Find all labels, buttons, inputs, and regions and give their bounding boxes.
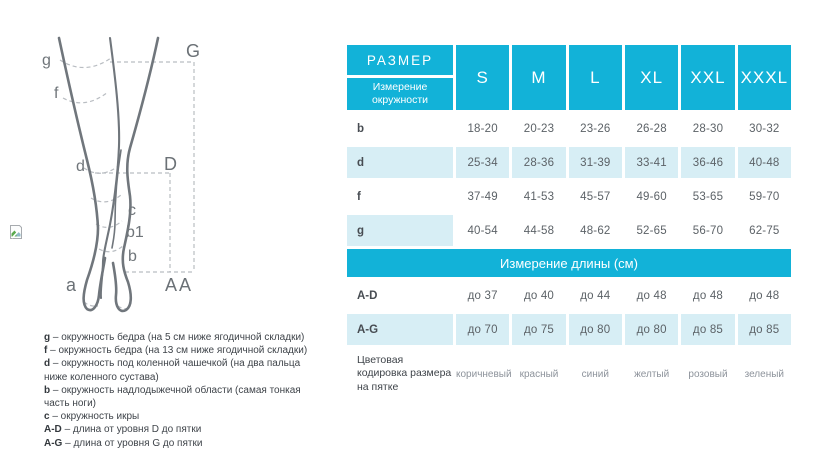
cell-value: 25-34 <box>456 147 509 178</box>
cell-value: 53-65 <box>692 190 724 203</box>
legend-text: – длина от уровня D до пятки <box>64 424 202 436</box>
diagram-label-f: f <box>54 85 59 102</box>
cell-value: до 85 <box>681 314 734 345</box>
legend-text: – окружность надлодыжечной области (самая тонкая часть ноги) <box>44 384 301 409</box>
broken-image-icon <box>8 224 24 240</box>
length-band-title: Измерение длины (см) <box>347 249 791 277</box>
cell-value: 31-39 <box>569 147 622 178</box>
legend-item-ag <box>44 437 320 450</box>
diagram-label-b1: b1 <box>126 224 144 241</box>
size-table <box>344 42 794 403</box>
diagram-label-g: g <box>42 52 51 69</box>
cell-value: 28-36 <box>512 147 565 178</box>
diagram-label-d: d <box>76 158 85 175</box>
color-name: коричневый <box>456 368 512 380</box>
table-row-b <box>347 113 791 144</box>
cell-value: 56-70 <box>681 215 734 246</box>
cell-value: 23-26 <box>580 122 611 135</box>
measurement-legend <box>44 331 320 450</box>
legend-key: A-G <box>44 437 63 449</box>
legend-item-f <box>44 344 320 357</box>
cell-value: 28-30 <box>692 122 724 135</box>
legend-item-d <box>44 357 320 383</box>
row-label: d <box>347 147 453 178</box>
leg-measurement-diagram <box>18 8 238 330</box>
cell-value: 30-32 <box>749 122 780 135</box>
cell-value: до 80 <box>625 314 678 345</box>
legend-item-b <box>44 384 320 410</box>
row-label: A-G <box>347 314 453 345</box>
color-name: красный <box>519 368 559 380</box>
legend-key: A-D <box>44 424 62 436</box>
cell-value: 40-54 <box>456 215 509 246</box>
table-row-ad <box>347 280 791 311</box>
row-label: g <box>347 215 453 246</box>
length-band-row <box>347 249 791 277</box>
color-coding-label: Цветовая кодировка размера на пятке <box>357 353 452 393</box>
legend-key: c <box>44 411 50 423</box>
cell-value: 37-49 <box>467 190 498 203</box>
cell-value: до 40 <box>523 289 555 302</box>
legs-drawing <box>18 8 238 330</box>
cell-value: 40-48 <box>738 147 791 178</box>
cell-value: до 44 <box>580 289 611 302</box>
column-header-xxl: XXL <box>681 45 734 110</box>
cell-value: 26-28 <box>636 122 667 135</box>
diagram-label-AA: AA <box>165 275 194 295</box>
cell-value: 36-46 <box>681 147 734 178</box>
cell-value: до 48 <box>636 289 667 302</box>
leg-outlines <box>59 38 158 311</box>
cell-value: до 48 <box>692 289 724 302</box>
cell-value: 18-20 <box>467 122 498 135</box>
legend-text: – окружность бедра (на 5 см ниже ягодичной складки) <box>52 332 305 343</box>
diagram-label-G: G <box>186 41 201 61</box>
legend-text: – окружность икры <box>52 411 140 423</box>
cell-value: до 48 <box>749 289 780 302</box>
cell-value: до 85 <box>738 314 791 345</box>
row-label: f <box>357 190 361 203</box>
legend-key: d <box>44 358 51 370</box>
column-header-xl: XL <box>625 45 678 110</box>
color-name: розовый <box>688 368 728 380</box>
color-name: синий <box>581 368 609 380</box>
color-name: желтый <box>634 368 670 380</box>
cell-value: до 80 <box>569 314 622 345</box>
legend-text: – длина от уровня G до пятки <box>65 437 203 449</box>
legend-text: – окружность бедра (на 13 см ниже ягодичной складки) <box>50 345 308 357</box>
column-header-l: L <box>569 45 622 110</box>
cell-value: 62-75 <box>738 215 791 246</box>
cell-value: до 37 <box>467 289 498 302</box>
diagram-label-c: c <box>128 202 136 219</box>
cell-value: 44-58 <box>512 215 565 246</box>
table-header-row <box>347 45 791 75</box>
diagram-label-D: D <box>164 154 177 174</box>
row-label: b <box>357 122 365 135</box>
table-row-d <box>347 147 791 178</box>
cell-value: 41-53 <box>523 190 555 203</box>
cell-value: 33-41 <box>625 147 678 178</box>
cell-value: 52-65 <box>625 215 678 246</box>
legend-key: f <box>44 345 48 357</box>
column-header-s: S <box>456 45 509 110</box>
diagram-label-a: a <box>66 275 77 295</box>
row-label: A-D <box>357 289 378 302</box>
color-name: зеленый <box>744 368 785 380</box>
cell-value: 20-23 <box>523 122 555 135</box>
legend-key: g <box>44 332 51 343</box>
legend-item-c <box>44 410 320 423</box>
header-size-title: РАЗМЕР <box>347 45 453 75</box>
cell-value: 49-60 <box>636 190 667 203</box>
table-row-color-coding <box>347 348 791 400</box>
cell-value: 48-62 <box>569 215 622 246</box>
legend-item-ad <box>44 423 320 436</box>
table-row-g <box>347 215 791 246</box>
cell-value: 59-70 <box>749 190 780 203</box>
legend-key: b <box>44 384 51 396</box>
diagram-label-b: b <box>128 248 137 265</box>
table-row-f <box>347 181 791 212</box>
cell-value: 45-57 <box>580 190 611 203</box>
cell-value: до 75 <box>512 314 565 345</box>
legend-item-g <box>44 331 320 344</box>
cell-value: до 70 <box>456 314 509 345</box>
legend-text: – окружность под коленной чашечкой (на два пальца ниже коленного сустава) <box>44 358 301 383</box>
header-measure-title: Измерение окружности <box>347 78 453 110</box>
column-header-m: M <box>512 45 565 110</box>
column-header-xxxl: XXXL <box>738 45 791 110</box>
table-row-ag <box>347 314 791 345</box>
